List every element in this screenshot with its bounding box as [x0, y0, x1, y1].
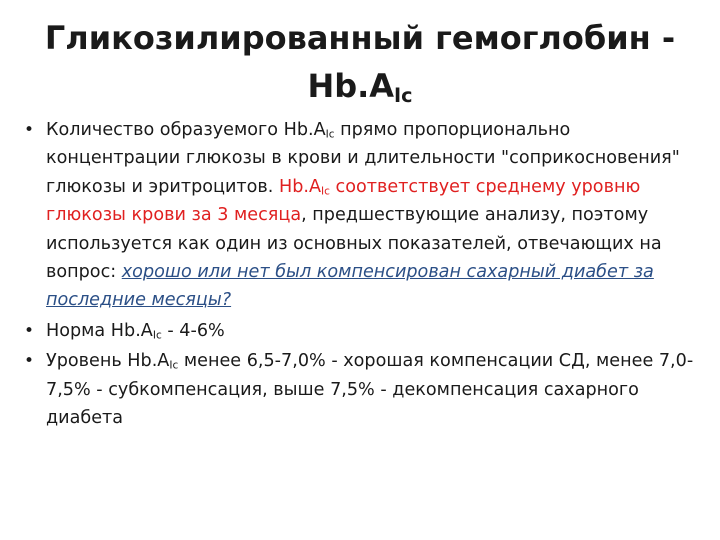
bullet-3-subscript: Ic	[169, 359, 179, 372]
red-hba-subscript: Ic	[321, 185, 330, 198]
bullet-1-subscript: Ic	[325, 128, 335, 141]
bullet-1-text-c: , предшествующие анализу, поэтому используется как один из основных показателей, отвечающих на вопрос:	[46, 205, 662, 283]
slide-title	[40, 14, 680, 110]
title-hba: Hb.A	[307, 67, 395, 105]
bullet-1-text-b: прямо пропорционально концентрации глюкозы в крови и длительности "соприкосновения" глюкозы и эритроцитов.	[46, 120, 680, 197]
bullet-item-norm	[20, 317, 700, 345]
bullet-1-red-text: соответствует среднему уровню глюкозы крови за 3 месяца	[46, 176, 641, 226]
bullet-item-hba1c-description	[20, 116, 700, 315]
bullet-1-red-hba	[279, 177, 330, 197]
bullet-3-text-a: Уровень Hb.A	[46, 351, 170, 372]
bullet-marker: •	[24, 320, 35, 341]
bullet-list	[20, 116, 700, 434]
bullet-2-text-a: Норма Hb.A	[46, 320, 153, 341]
bullet-item-level	[20, 347, 700, 432]
title-line-2	[40, 62, 680, 110]
bullet-2-subscript: Ic	[152, 329, 162, 342]
bullet-2-text-b: - 4-6%	[161, 320, 225, 341]
bullet-marker: •	[24, 351, 35, 372]
title-line-1: Гликозилированный гемоглобин -	[44, 19, 676, 57]
bullet-3-text-b: менее 6,5-7,0% - хорошая компенсации СД, менее 7,0-7,5% - субкомпенсация, выше 7,5% - декомпенсация сахарного диабета	[46, 351, 694, 429]
red-hba-text: Hb.A	[278, 176, 322, 197]
bullet-1-question-link[interactable]: хорошо или нет был компенсирован сахарный диабет за последние месяцы?	[46, 262, 654, 311]
bullet-marker: •	[24, 120, 35, 140]
bullet-1-text-a: Количество образуемого Hb.A	[46, 120, 326, 140]
title-subscript: Ic	[394, 83, 413, 107]
